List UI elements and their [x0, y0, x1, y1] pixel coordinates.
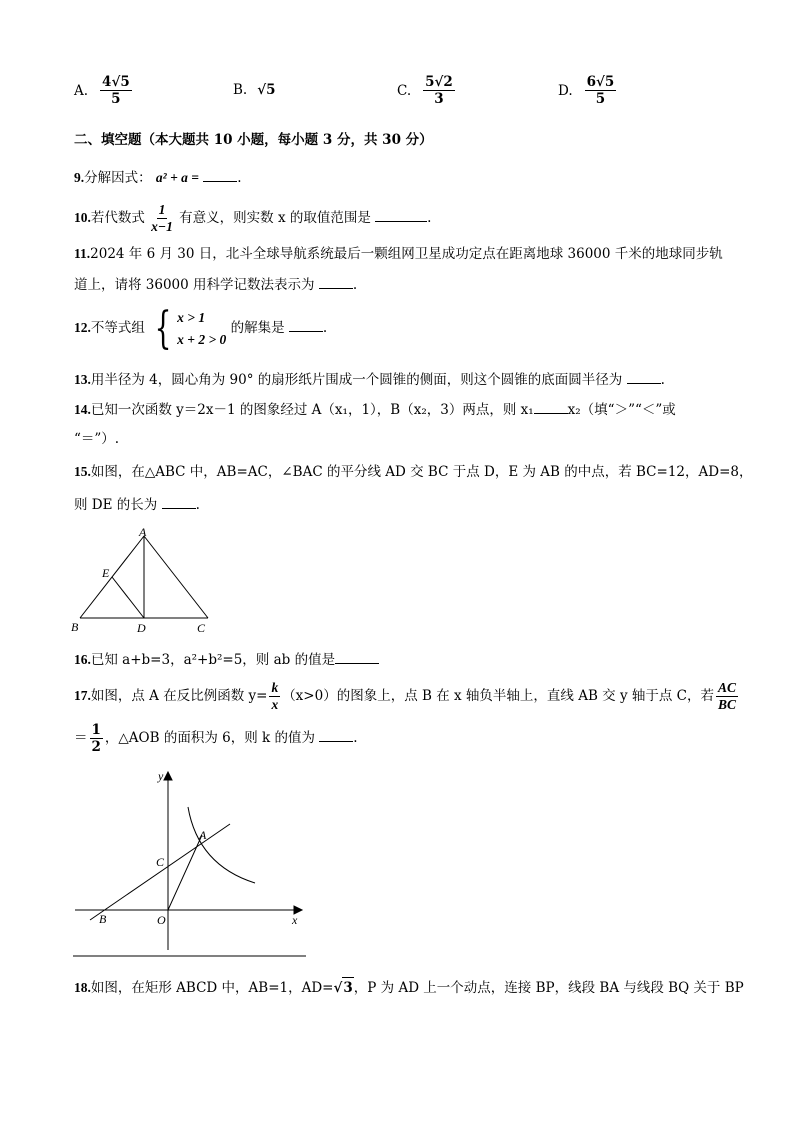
label-y: y	[158, 769, 164, 783]
question-13: 13.用半径为 4，圆心角为 90° 的扇形纸片围成一个圆锥的侧面，则这个圆锥的底面圆半径为 .	[74, 369, 665, 390]
hyperbola-curve	[188, 807, 255, 883]
q9-expression: a² + a =	[155, 170, 199, 185]
option-b-expr: √5	[257, 82, 276, 98]
y-axis-arrow	[164, 772, 172, 780]
answer-blank[interactable]	[335, 649, 379, 664]
line-ab	[90, 824, 230, 920]
coordinate-figure	[70, 765, 310, 965]
answer-blank[interactable]	[289, 317, 323, 332]
brace-symbol: {	[154, 302, 172, 354]
answer-blank[interactable]	[375, 207, 427, 222]
option-a: A. $\frac{4√5}{5}$	[74, 74, 130, 107]
label-x: x	[292, 913, 298, 927]
section-title: 二、填空题（本大题共 10 小题，每小题 3 分，共 30 分）	[74, 132, 433, 148]
question-15-line-1: 15.如图，在△ABC 中，AB=AC，∠BAC 的平分线 AD 交 BC 于点 D，E 为 AB 的中点，若 BC=12，AD=8，	[74, 464, 753, 480]
label-e: E	[102, 566, 110, 580]
inequality-system: x > 1 x + 2 > 0	[177, 309, 227, 347]
label-o: O	[157, 913, 166, 927]
option-d-denominator: 5	[595, 91, 606, 107]
label-c: C	[197, 621, 206, 635]
option-b: B. √5	[233, 82, 276, 98]
option-d-numerator: 6√5	[586, 74, 615, 90]
segment-ed	[112, 577, 144, 618]
label-b: B	[71, 620, 79, 634]
option-c: C. $\frac{5√2}{3}$	[397, 74, 453, 107]
question-15-line-2: 则 DE 的长为 .	[74, 494, 200, 515]
question-16: 16.已知 a+b=3，a²+b²=5，则 ab 的值是	[74, 649, 379, 670]
segment-ac	[144, 536, 208, 618]
option-a-denominator: 5	[111, 91, 121, 107]
label-b: B	[99, 912, 107, 926]
answer-blank[interactable]	[319, 274, 353, 289]
label-d: D	[137, 621, 146, 635]
answer-blank[interactable]	[627, 369, 661, 384]
label-c: C	[156, 855, 165, 869]
option-c-denominator: 3	[434, 91, 444, 107]
answer-blank[interactable]	[162, 494, 196, 509]
label-a: A	[139, 525, 147, 539]
triangle-figure	[68, 524, 218, 639]
question-17-line-1: 17.如图，点 A 在反比例函数 y= $\frac{k}{x}$ （x>0）的图象上，点 B 在 x 轴负半轴上，直线 AB 交 y 轴于点 C，若 $\frac{AC}{BC}$	[74, 680, 736, 712]
answer-blank[interactable]	[319, 727, 353, 742]
segment-oa	[168, 835, 202, 910]
question-17-line-2: ＝ $\frac{1}{2}$ ，△AOB 的面积为 6，则 k 的值为 .	[74, 722, 358, 755]
question-12: 12.不等式组 { x > 1 x + 2 > 0 的解集是 .	[74, 302, 328, 354]
option-c-numerator: 5√2	[425, 74, 453, 90]
answer-blank[interactable]	[534, 399, 568, 414]
question-11-line-1: 11.2024 年 6 月 30 日，北斗全球导航系统最后一颗组网卫星成功定点在距离地球 36000 千米的地球同步轨	[74, 246, 723, 262]
label-a: A	[199, 828, 207, 842]
question-11-line-2: 道上，请将 36000 用科学记数法表示为 .	[74, 274, 357, 295]
question-14-line-2: “＝”）.	[74, 431, 120, 447]
question-18: 18.如图，在矩形 ABCD 中，AB=1，AD=√3，P 为 AD 上一个动点，连接 BP，线段 BA 与线段 BQ 关于 BP	[74, 977, 744, 998]
option-a-numerator: 4√5	[102, 74, 130, 90]
question-9: 9.分解因式： a² + a = .	[74, 167, 242, 188]
sqrt-radicand: 3	[342, 977, 353, 998]
question-14-line-1: 14.已知一次函数 y＝2x－1 的图象经过 A（x₁，1），B（x₂，3）两点，则 x₁ x₂（填“＞”“＜”或	[74, 399, 676, 420]
answer-blank[interactable]	[203, 167, 237, 182]
option-d: D. $\frac{6√5}{5}$	[558, 74, 615, 107]
question-10: 10.若代数式 $\frac{1}{x-1}$ 有意义，则实数 x 的取值范围是 .	[74, 202, 432, 234]
